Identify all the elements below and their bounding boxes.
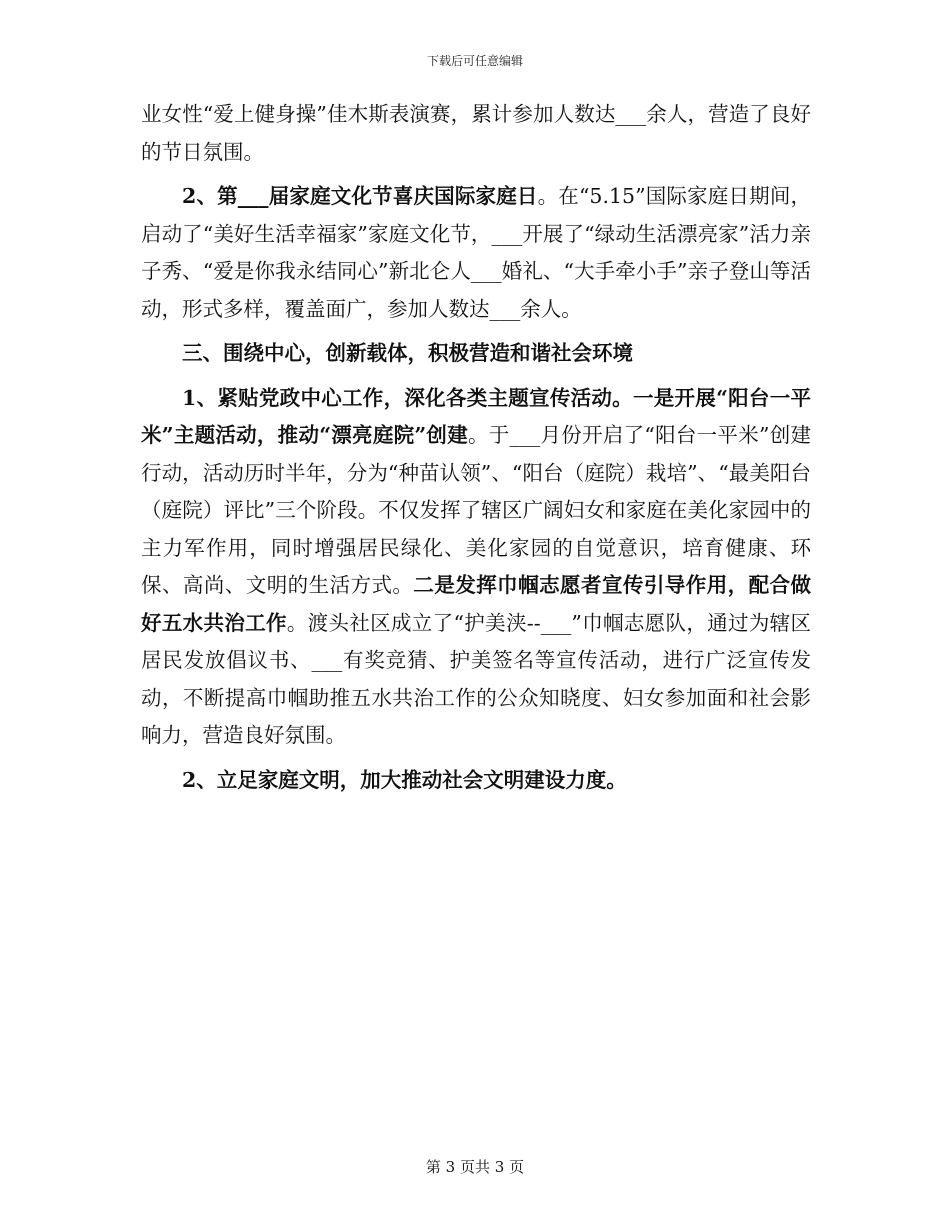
subheading-volunteer-campaign: 二是发挥巾帼志愿者宣传引导作用，配合做好五水共治工作 <box>141 573 812 635</box>
page-header: 下载后可任意编辑 <box>426 54 523 68</box>
paragraph-propaganda-activities <box>141 380 811 755</box>
paragraph-family-culture-festival <box>141 178 811 328</box>
section-heading-three <box>141 335 811 373</box>
paragraph-text: 。在“5.15”国际家庭日期间，启动了“美好生活幸福家”家庭文化节，___开展了“绿动生活漂亮家”活力亲子秀、“爱是你我永结同心”新北仑人___婚礼、“大手牵小手”亲子登山等活动，形式多样，覆盖面广，参加人数达___余人。 <box>141 184 812 321</box>
heading-text: 三、围绕中心，创新载体，积极营造和谐社会环境 <box>182 341 633 365</box>
paragraph-event-summary: 业女性“爱上健身操”佳木斯表演赛，累计参加人数达___余人，营造了良好的节日氛围。 <box>141 102 811 164</box>
paragraph-text: 。于___月份开启了“阳台一平米”创建行动，活动历时半年，分为“种苗认领”、“阳台（庭院）栽培”、“最美阳台（庭院）评比”三个阶段。不仅发挥了辖区广阔妇女和家庭在美化家园中的主力军作用，同时增强居民绿化、美化家园的自觉意识，培育健康、环保、高尚、文明的生活方式。 <box>141 423 811 597</box>
document-body <box>141 96 811 799</box>
section-heading-family-civilization <box>141 762 811 800</box>
paragraph-text: 。渡头社区成立了“护美浃--___”巾帼志愿队，通过为辖区居民发放倡议书、___有奖竞猜、护美签名等宣传活动，进行广泛宣传发动，不断提高巾帼助推五水共治工作的公众知晓度、妇女参加面和社会影响力，营造良好氛围。 <box>141 610 811 747</box>
subheading-balcony-campaign: 1、紧贴党政中心工作，深化各类主题宣传活动。一是开展“阳台一平米”主题活动，推动“漂亮庭院”创建 <box>141 385 811 447</box>
heading-text: 2、立足家庭文明，加大推动社会文明建设力度。 <box>182 767 627 792</box>
page-footer: 第 3 页共 3 页 <box>425 1158 525 1176</box>
section-heading-family-day: 2、第___届家庭文化节喜庆国际家庭日 <box>182 184 538 208</box>
